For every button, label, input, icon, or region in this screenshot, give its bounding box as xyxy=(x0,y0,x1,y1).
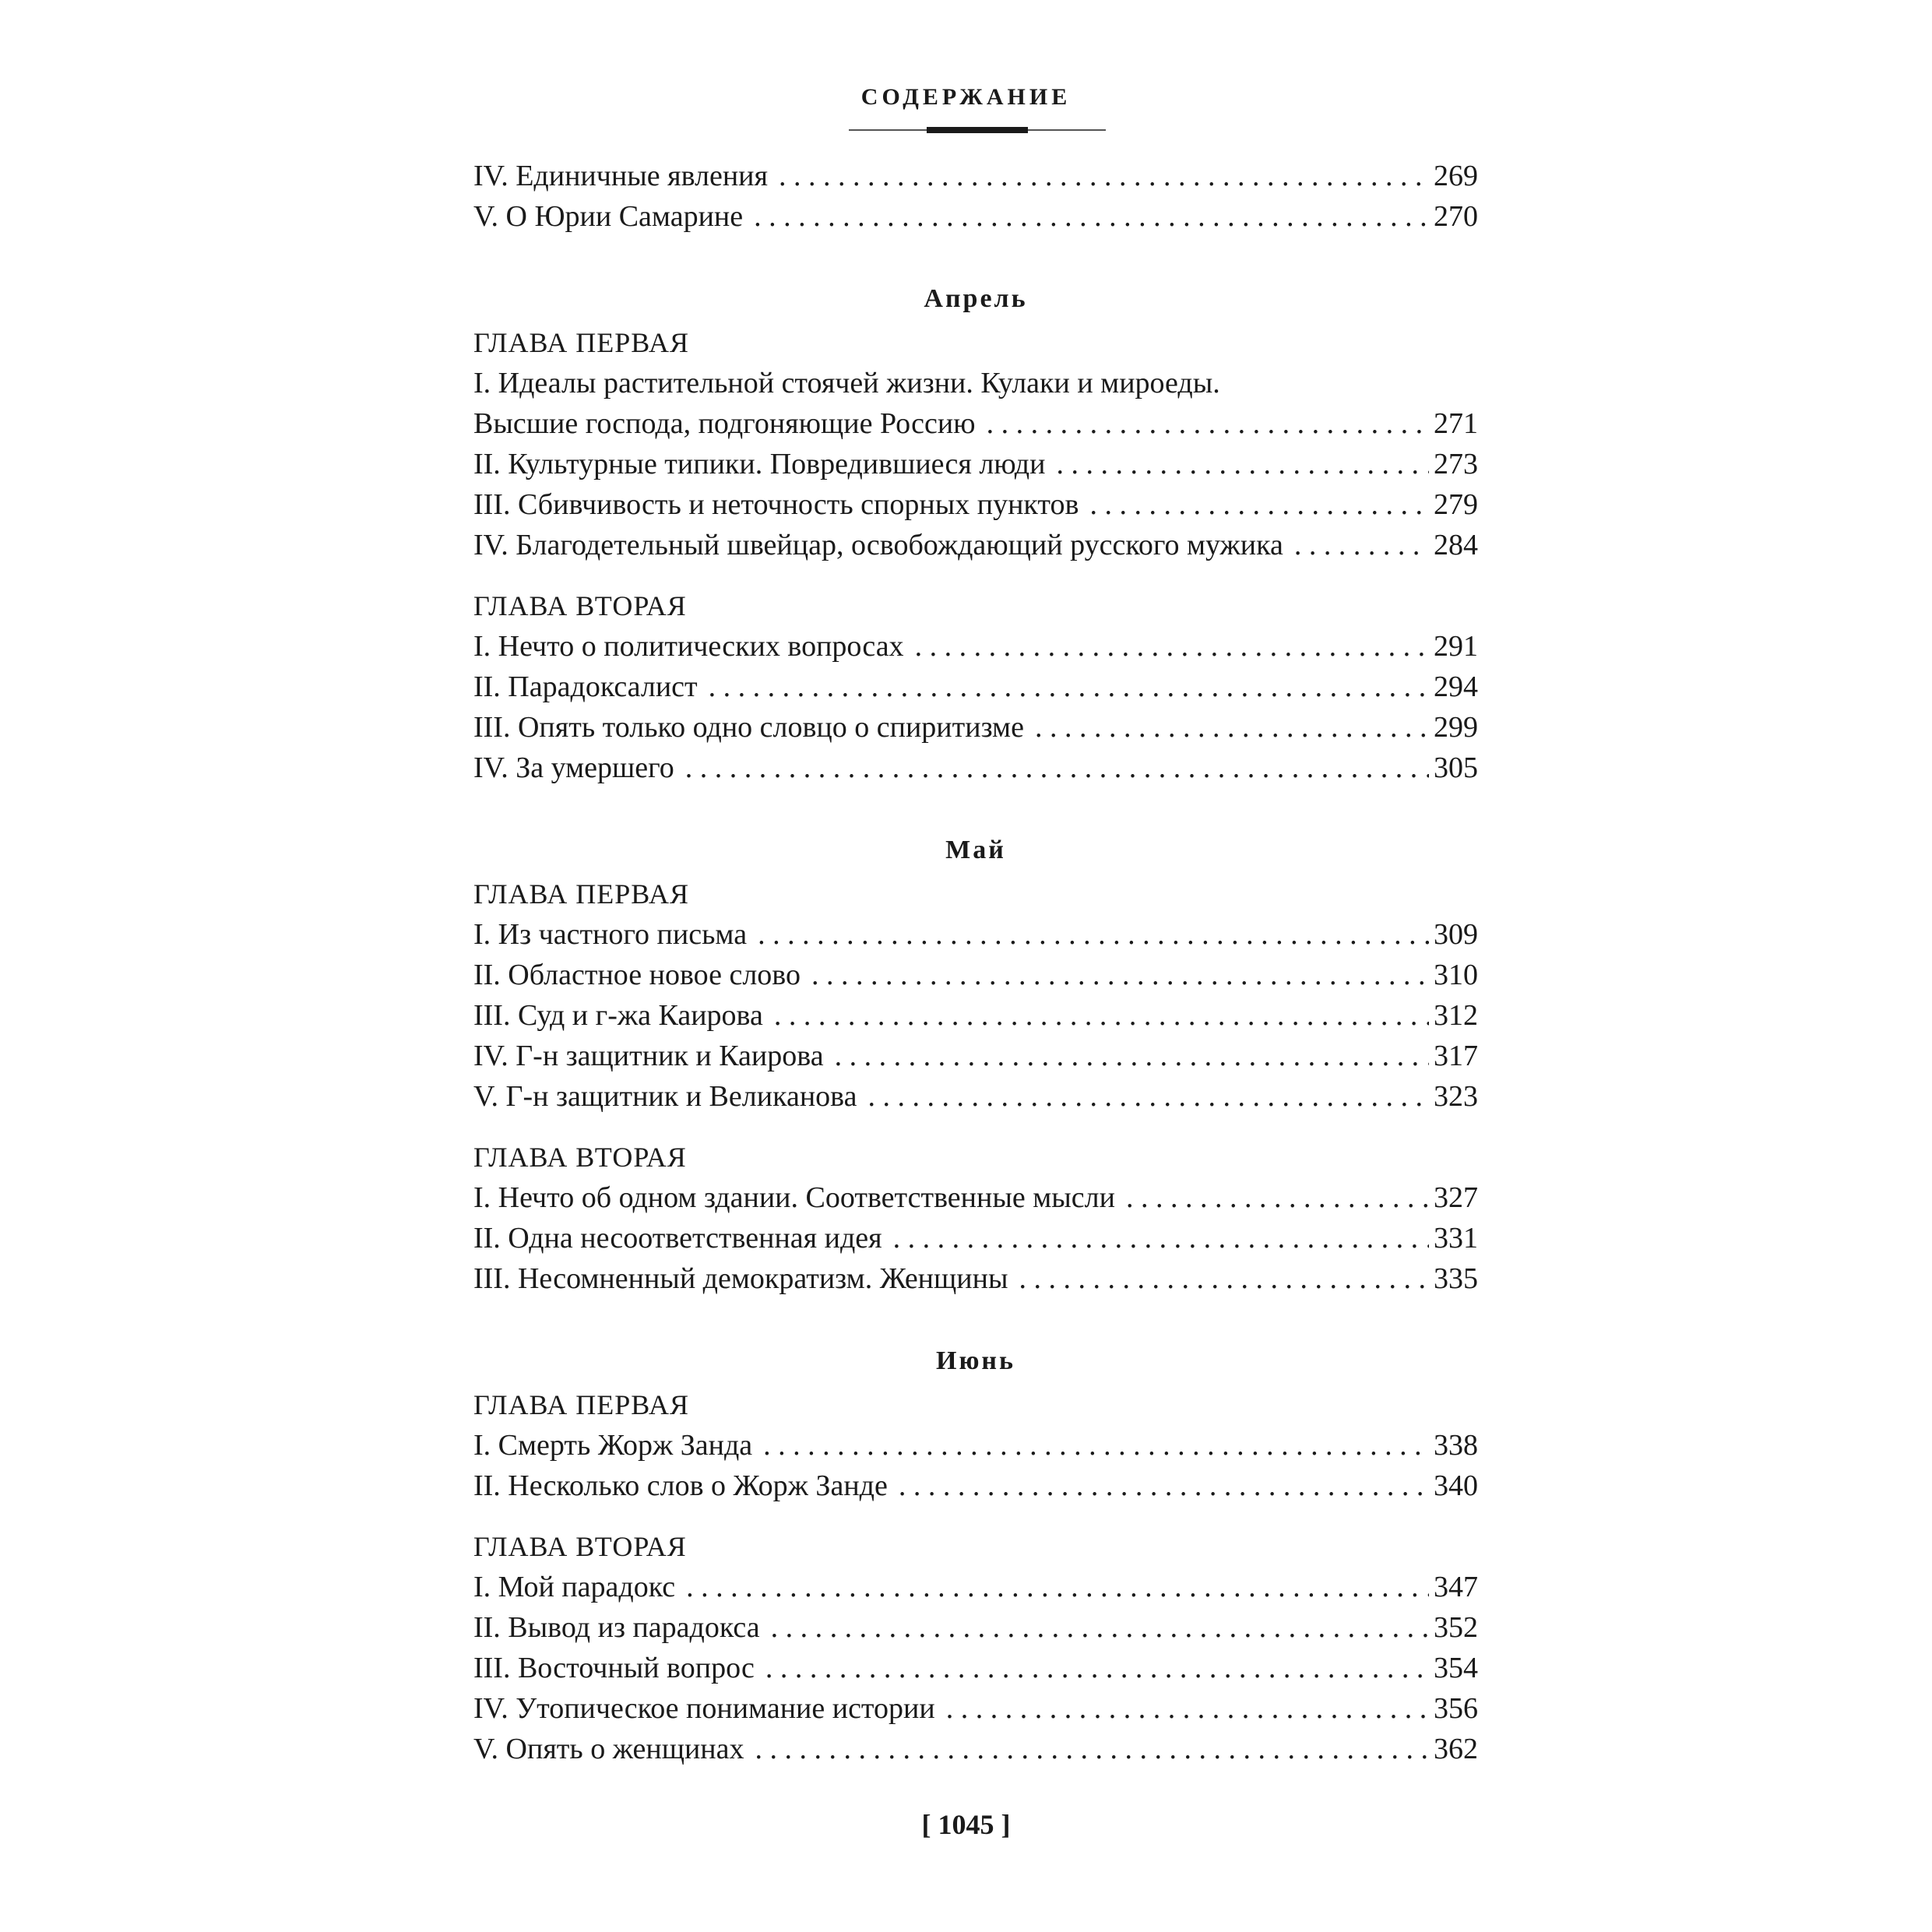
leader-dots xyxy=(835,1036,1429,1076)
toc-entry-page: 309 xyxy=(1434,918,1478,951)
toc-entry-page: 273 xyxy=(1434,448,1478,480)
leader-dots xyxy=(1056,444,1429,484)
leader-dots xyxy=(758,914,1429,955)
toc-entry xyxy=(473,1466,1478,1506)
toc-entry xyxy=(473,525,1478,565)
leader-dots xyxy=(774,995,1429,1036)
toc-entry xyxy=(473,196,1478,237)
month-heading-april: Апрель xyxy=(924,284,1028,313)
chapter-heading: ГЛАВА ПЕРВАЯ xyxy=(473,878,690,910)
leader-dots xyxy=(1294,525,1429,565)
leader-dots xyxy=(765,1648,1429,1688)
leader-dots xyxy=(754,196,1429,237)
toc-entry-page: 305 xyxy=(1434,751,1478,784)
toc-entry-title: II. Культурные типики. Повредившиеся люди xyxy=(473,448,1046,480)
leader-dots xyxy=(899,1466,1429,1506)
toc-entry xyxy=(473,995,1478,1036)
toc-entry xyxy=(473,1076,1478,1117)
toc-entry-page: 284 xyxy=(1434,529,1478,561)
leader-dots xyxy=(1035,707,1429,748)
toc-entry-page: 340 xyxy=(1434,1469,1478,1502)
toc-entry xyxy=(473,707,1478,748)
page-number: [ 1045 ] xyxy=(921,1809,1011,1840)
chapter-heading: ГЛАВА ВТОРАЯ xyxy=(473,1142,687,1173)
toc-entry-title: I. Мой парадокс xyxy=(473,1571,676,1603)
toc-entry-page: 312 xyxy=(1434,999,1478,1032)
toc-entry-title: I. Нечто о политических вопросах xyxy=(473,630,904,663)
toc-entry-page: 299 xyxy=(1434,711,1478,744)
leader-dots xyxy=(1089,484,1429,525)
toc-entry-page: 323 xyxy=(1434,1080,1478,1113)
toc-entry-page: 362 xyxy=(1434,1733,1478,1765)
leader-dots xyxy=(1019,1258,1430,1299)
toc-entry-page: 317 xyxy=(1434,1040,1478,1072)
toc-entry-title: V. Опять о женщинах xyxy=(473,1733,744,1765)
toc-entry-title: III. Опять только одно словцо о спиритизме xyxy=(473,711,1024,744)
toc-entry xyxy=(473,626,1478,667)
toc-entry-page: 338 xyxy=(1434,1429,1478,1462)
toc-entry-title: II. Несколько слов о Жорж Занде xyxy=(473,1469,888,1502)
toc-entry-page: 269 xyxy=(1434,160,1478,192)
toc-entry-title: I. Из частного письма xyxy=(473,918,748,951)
toc-entry xyxy=(473,156,1478,196)
chapter-heading: ГЛАВА ВТОРАЯ xyxy=(473,1531,687,1562)
toc-entry-title: II. Парадоксалист xyxy=(473,670,698,703)
toc-entry xyxy=(473,1177,1478,1218)
leader-dots xyxy=(811,955,1429,995)
toc-entry xyxy=(473,484,1478,525)
page-header-title: СОДЕРЖАНИЕ xyxy=(860,84,1072,110)
leader-dots xyxy=(709,667,1429,707)
toc-entry-title-line: I. Идеалы растительной стоячей жизни. Кулаки и мироеды. xyxy=(473,367,1220,399)
toc-entry-page: 354 xyxy=(1434,1652,1478,1684)
toc-entry-title: III. Несомненный демократизм. Женщины xyxy=(473,1262,1008,1295)
chapter-heading: ГЛАВА ПЕРВАЯ xyxy=(473,1389,690,1420)
leader-dots xyxy=(763,1425,1429,1466)
toc-entry-page: 279 xyxy=(1434,488,1478,521)
toc-entry-title: V. О Юрии Самарине xyxy=(473,200,744,233)
leader-dots xyxy=(915,626,1429,667)
toc-entry-title: I. Нечто об одном здании. Соответственные мысли xyxy=(473,1181,1115,1214)
toc-entry-title: IV. Единичные явления xyxy=(473,160,768,192)
leader-dots xyxy=(987,403,1429,444)
toc-entry-title: III. Восточный вопрос xyxy=(473,1652,755,1684)
leader-dots xyxy=(779,156,1429,196)
toc-entry xyxy=(473,1729,1478,1769)
leader-dots xyxy=(1126,1177,1429,1218)
chapter-heading: ГЛАВА ВТОРАЯ xyxy=(473,590,687,621)
toc-entry-page: 347 xyxy=(1434,1571,1478,1603)
toc-entry xyxy=(473,1218,1478,1258)
header-rule-accent xyxy=(927,127,1028,133)
toc-entry-page: 331 xyxy=(1434,1222,1478,1255)
toc-entry-title: III. Сбивчивость и неточность спорных пунктов xyxy=(473,488,1079,521)
leader-dots xyxy=(686,1567,1429,1607)
toc-entry-page: 352 xyxy=(1434,1611,1478,1644)
toc-entry xyxy=(473,1607,1478,1648)
toc-entry-page: 270 xyxy=(1434,200,1478,233)
leader-dots xyxy=(893,1218,1429,1258)
toc-entry xyxy=(473,1688,1478,1729)
toc-entry-title: II. Областное новое слово xyxy=(473,959,801,991)
toc-entry-title: IV. За умершего xyxy=(473,751,674,784)
toc-entry xyxy=(473,1036,1478,1076)
toc-entry xyxy=(473,403,1478,444)
toc-entry-page: 291 xyxy=(1434,630,1478,663)
toc-entry xyxy=(473,914,1478,955)
leader-dots xyxy=(946,1688,1429,1729)
leader-dots xyxy=(755,1729,1430,1769)
toc-entry-title: IV. Благодетельный швейцар, освобождающий русского мужика xyxy=(473,529,1283,561)
toc-entry-page: 327 xyxy=(1434,1181,1478,1214)
toc-entry-title: V. Г-н защитник и Великанова xyxy=(473,1080,857,1113)
toc-entry-title: I. Смерть Жорж Занда xyxy=(473,1429,753,1462)
leader-dots xyxy=(867,1076,1429,1117)
toc-entry-title: Высшие господа, подгоняющие Россию xyxy=(473,407,976,440)
toc-entry-page: 271 xyxy=(1434,407,1478,440)
toc-entry xyxy=(473,748,1478,788)
chapter-heading: ГЛАВА ПЕРВАЯ xyxy=(473,327,690,358)
toc-entry xyxy=(473,1258,1478,1299)
month-heading-june: Июнь xyxy=(936,1346,1015,1375)
toc-entry-title: II. Вывод из парадокса xyxy=(473,1611,760,1644)
toc-entry xyxy=(473,1567,1478,1607)
toc-entry-page: 356 xyxy=(1434,1692,1478,1725)
toc-entry-page: 294 xyxy=(1434,670,1478,703)
table-of-contents xyxy=(473,156,1478,1769)
toc-entry-title: IV. Утопическое понимание истории xyxy=(473,1692,935,1725)
toc-entry-page: 310 xyxy=(1434,959,1478,991)
toc-entry xyxy=(473,1648,1478,1688)
toc-entry-page: 335 xyxy=(1434,1262,1478,1295)
leader-dots xyxy=(685,748,1429,788)
toc-entry-title: III. Суд и г-жа Каирова xyxy=(473,999,763,1032)
toc-entry-title: II. Одна несоответственная идея xyxy=(473,1222,882,1255)
toc-entry-title: IV. Г-н защитник и Каирова xyxy=(473,1040,824,1072)
month-heading-may: Май xyxy=(945,836,1006,864)
toc-entry xyxy=(473,955,1478,995)
toc-entry xyxy=(473,1425,1478,1466)
toc-entry xyxy=(473,444,1478,484)
toc-entry xyxy=(473,667,1478,707)
leader-dots xyxy=(771,1607,1429,1648)
